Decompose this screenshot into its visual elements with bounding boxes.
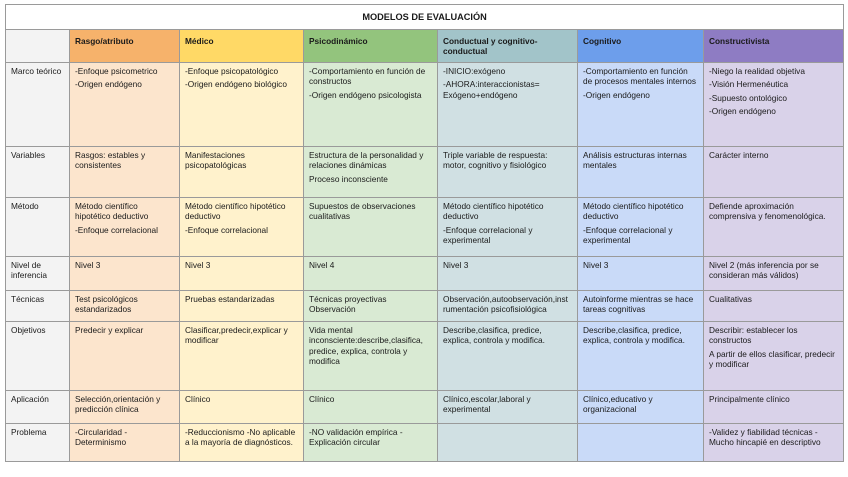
cell-text: -Validez y fiabilidad técnicas -Mucho hincapié en descriptivo: [709, 426, 821, 448]
cell-text: Proceso inconsciente: [309, 173, 388, 184]
cell-psicodinamico: [304, 423, 438, 461]
cell-text: -Enfoque correlacional: [185, 224, 269, 235]
cell-text: Manifestaciones psicopatológicas: [185, 150, 247, 171]
cell-text: -AHORA:interaccionistas= Exógeno+endógeno: [443, 79, 540, 100]
row-label: Variables: [6, 147, 70, 198]
cell-rasgo: [70, 147, 180, 198]
table-row-nivel-inferencia: [6, 257, 844, 291]
cell-text: Cualitativas: [709, 294, 752, 304]
cell-medico: [180, 63, 304, 147]
cell-psicodinamico: [304, 321, 438, 390]
cell-constructivista: [704, 257, 844, 291]
cell-text: -Enfoque correlacional: [75, 224, 159, 235]
cell-cognitivo: [578, 198, 704, 257]
cell-text: Describe,clasifica, predice, explica, controla y modifica.: [583, 324, 685, 346]
cell-text: Estructura de la personalidad y relaciones dinámicas: [309, 150, 424, 171]
row-label: Técnicas: [6, 291, 70, 322]
cell-text: Nivel 2 (más inferencia por se consideran más válidos): [709, 260, 819, 281]
cell-text: Predecir y explicar: [75, 324, 144, 335]
row-label: Aplicación: [6, 390, 70, 423]
cell-cognitivo: [578, 257, 704, 291]
table-row-aplicacion: [6, 390, 844, 423]
cell-text: -Enfoque correlacional y experimental: [583, 224, 673, 246]
cell-text: Observación,autoobservación,inst rumentación psicofisiológica: [443, 294, 568, 315]
table-row-variables: [6, 147, 844, 198]
cell-conductual: [438, 63, 578, 147]
cell-text: Análisis estructuras internas mentales: [583, 150, 687, 171]
row-label: Problema: [6, 423, 70, 461]
cell-text: Clínico,escolar,laboral y experimental: [443, 393, 531, 415]
cell-text: Selección,orientación y predicción clínica: [75, 393, 161, 415]
cell-text: Clínico: [309, 393, 335, 404]
cell-psicodinamico: [304, 257, 438, 291]
cell-cognitivo: [578, 321, 704, 390]
cell-text: Método científico hipotético deductivo: [185, 201, 286, 222]
cell-cognitivo: [578, 147, 704, 198]
header-psicodinamico: Psicodinámico: [304, 30, 438, 63]
cell-text: Método científico hipotético deductivo: [443, 201, 544, 222]
cell-text: Triple variable de respuesta: motor, cognitivo y fisiológico: [443, 150, 548, 171]
cell-text: Clínico: [185, 393, 211, 404]
cell-medico: [180, 390, 304, 423]
cell-text: -Origen endógeno: [709, 106, 776, 117]
cell-text: Clínico,educativo y organizacional: [583, 393, 653, 415]
cell-text: -Origen endógeno biológico: [185, 79, 287, 90]
cell-rasgo: [70, 291, 180, 322]
cell-medico: [180, 423, 304, 461]
cell-text: Pruebas estandarizadas: [185, 294, 275, 304]
cell-text: -Enfoque psicometrico: [75, 66, 158, 76]
header-empty-cell: [6, 30, 70, 63]
cell-text: -Origen endógeno: [75, 79, 142, 90]
cell-text: Autoinforme mientras se hace tareas cognitivas: [583, 294, 694, 315]
cell-text: Principalmente clínico: [709, 393, 790, 404]
cell-text: Supuestos de observaciones cualitativas: [309, 201, 416, 222]
cell-cognitivo: [578, 390, 704, 423]
header-row: [6, 30, 844, 63]
cell-constructivista: [704, 390, 844, 423]
table-row-problema: [6, 423, 844, 461]
cell-constructivista: [704, 198, 844, 257]
cell-constructivista: [704, 321, 844, 390]
cell-cognitivo: [578, 423, 704, 461]
cell-psicodinamico: [304, 147, 438, 198]
cell-text: -Origen endógeno: [583, 89, 650, 100]
table-row-metodo: [6, 198, 844, 257]
cell-constructivista: [704, 423, 844, 461]
cell-rasgo: [70, 257, 180, 291]
cell-text: -Enfoque correlacional y experimental: [443, 224, 533, 246]
cell-text: -Reduccionismo -No aplicable a la mayoría de diagnósticos.: [185, 426, 296, 448]
header-rasgo: Rasgo/atributo: [70, 30, 180, 63]
cell-psicodinamico: [304, 390, 438, 423]
cell-medico: [180, 198, 304, 257]
cell-text: -Comportamiento en función de procesos mentales internos: [583, 66, 696, 87]
cell-text: A partir de ellos clasificar, predecir y modificar: [709, 348, 835, 370]
cell-text: Nivel 3: [75, 260, 101, 270]
header-cognitivo: Cognitivo: [578, 30, 704, 63]
table-title: MODELOS DE EVALUACIÓN: [6, 5, 844, 30]
row-label: Marco teórico: [6, 63, 70, 147]
cell-text: Nivel 3: [583, 260, 609, 270]
row-label: Objetivos: [6, 321, 70, 390]
cell-conductual: [438, 390, 578, 423]
cell-rasgo: [70, 321, 180, 390]
cell-text: -Comportamiento en función de constructos: [309, 66, 426, 87]
row-label: Nivel de inferencia: [6, 257, 70, 291]
cell-medico: [180, 321, 304, 390]
cell-text: -NO validación empírica -Explicación circular: [309, 426, 403, 448]
cell-rasgo: [70, 198, 180, 257]
evaluation-models-table: [5, 4, 844, 462]
cell-conductual: [438, 147, 578, 198]
table-row-objetivos: [6, 321, 844, 390]
cell-medico: [180, 147, 304, 198]
cell-text: Clasificar,predecir,explicar y modificar: [185, 324, 288, 346]
cell-text: Nivel 3: [443, 260, 469, 270]
cell-text: Método científico hipotético deductivo: [75, 201, 149, 222]
cell-text: -Circularidad -Determinismo: [75, 426, 128, 448]
row-label: Método: [6, 198, 70, 257]
cell-psicodinamico: [304, 198, 438, 257]
cell-medico: [180, 291, 304, 322]
cell-psicodinamico: [304, 291, 438, 322]
header-medico: Médico: [180, 30, 304, 63]
header-conductual: Conductual y cognitivo-conductual: [438, 30, 578, 63]
cell-text: -Visión Hermenéutica: [709, 79, 789, 90]
cell-rasgo: [70, 63, 180, 147]
header-constructivista: Constructivista: [704, 30, 844, 63]
cell-rasgo: [70, 423, 180, 461]
cell-text: Nivel 3: [185, 260, 211, 270]
cell-text: -Niego la realidad objetiva: [709, 66, 805, 76]
cell-conductual: [438, 198, 578, 257]
cell-constructivista: [704, 147, 844, 198]
cell-text: Describir: establecer los constructos: [709, 324, 798, 346]
cell-conductual: [438, 321, 578, 390]
cell-text: -Supuesto ontológico: [709, 92, 787, 103]
table-row-marco-teorico: [6, 63, 844, 147]
cell-cognitivo: [578, 63, 704, 147]
cell-conductual: [438, 291, 578, 322]
cell-cognitivo: [578, 291, 704, 322]
cell-text: Defiende aproximación comprensiva y fenomenológica.: [709, 201, 826, 222]
cell-text: Nivel 4: [309, 260, 335, 270]
cell-text: Test psicológicos estandarizados: [75, 294, 138, 315]
cell-text: Describe,clasifica, predice, explica, controla y modifica.: [443, 324, 545, 346]
table-row-tecnicas: [6, 291, 844, 322]
cell-text: -Enfoque psicopatológico: [185, 66, 279, 76]
cell-text: Rasgos: estables y consistentes: [75, 150, 146, 171]
cell-text: Carácter interno: [709, 150, 769, 160]
evaluation-models-table-container: [5, 4, 843, 462]
cell-text: -INICIO:exógeno: [443, 66, 506, 76]
cell-text: -Origen endógeno psicologista: [309, 89, 422, 100]
cell-constructivista: [704, 63, 844, 147]
cell-constructivista: [704, 291, 844, 322]
cell-psicodinamico: [304, 63, 438, 147]
cell-conductual: [438, 423, 578, 461]
cell-conductual: [438, 257, 578, 291]
cell-text: Vida mental inconsciente:describe,clasifica, predice, explica, controla y modifica: [309, 324, 423, 367]
cell-text: Técnicas proyectivas Observación: [309, 294, 387, 315]
cell-text: Método científico hipotético deductivo: [583, 201, 684, 222]
cell-rasgo: [70, 390, 180, 423]
cell-medico: [180, 257, 304, 291]
